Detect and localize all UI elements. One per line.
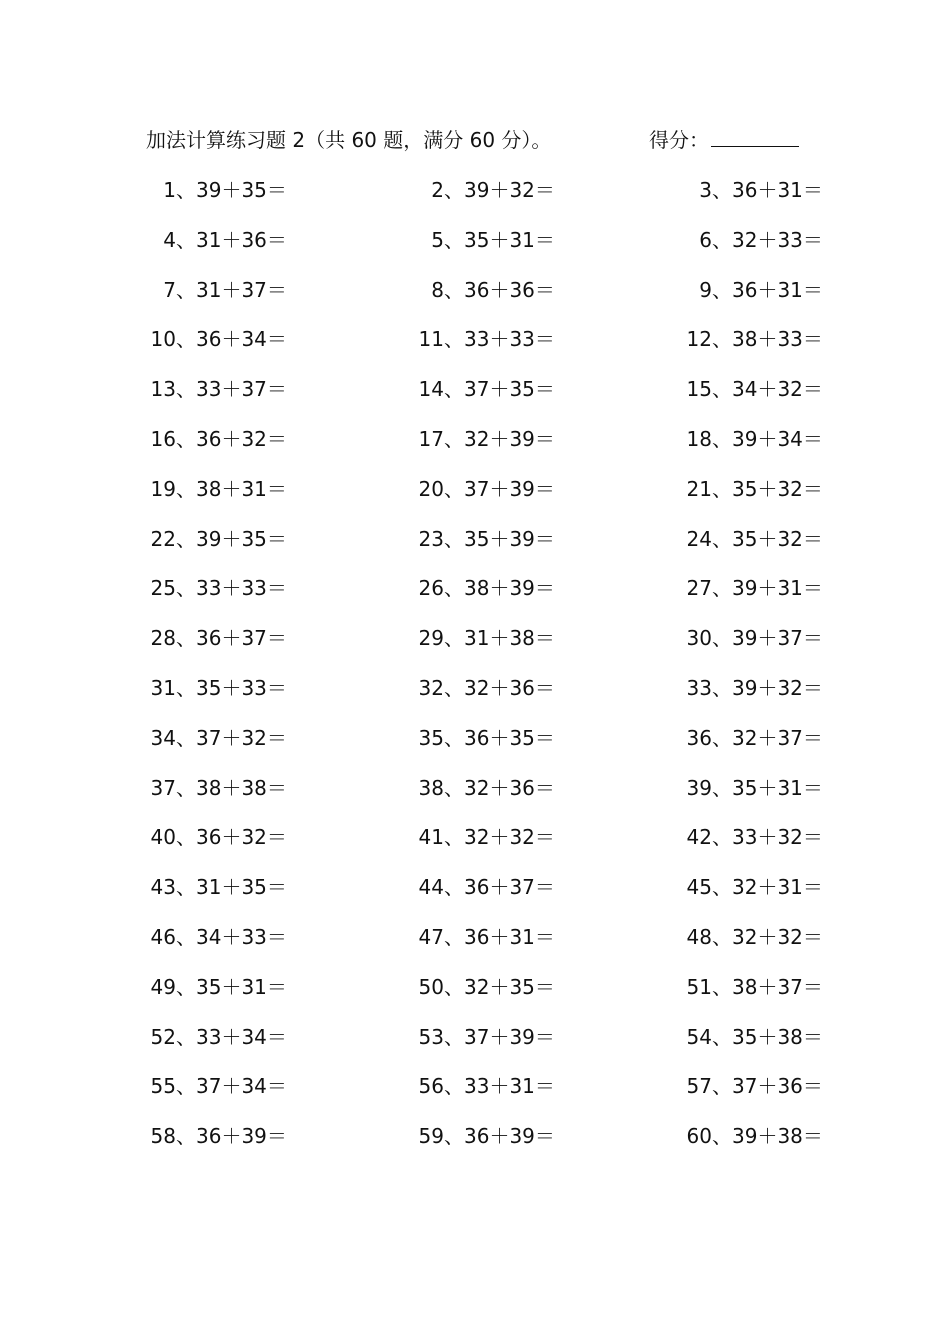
problem-number: 27 [686,576,712,601]
problem-separator: 、 [444,178,464,202]
problem-item [399,772,555,804]
problem-item [667,1021,823,1053]
problem-separator: 、 [176,1074,196,1099]
problem-separator: 、 [176,476,196,501]
problem-number: 11 [418,327,444,352]
problem-item [399,871,555,903]
problem-number: 33 [686,675,712,700]
problem-separator: 、 [176,725,196,750]
problem-separator: 、 [712,476,732,501]
problem-expression[interactable]: 36＋31＝ [732,277,823,302]
problem-separator: 、 [444,576,464,601]
problem-number: 35 [418,725,444,750]
problem-number: 14 [418,377,444,402]
problem-row [0,323,950,373]
problem-item [667,274,823,306]
problem-number: 43 [150,875,176,900]
problem-number: 18 [686,426,712,451]
problem-separator: 、 [176,426,196,451]
problem-row [0,274,950,324]
problem-number: 49 [150,974,176,999]
problem-separator: 、 [176,974,196,999]
problem-number: 17 [418,426,444,451]
problem-expression[interactable]: 35＋38＝ [732,1024,823,1049]
problem-number: 21 [686,476,712,501]
problem-expression[interactable]: 37＋39＝ [464,1024,555,1049]
problem-number: 48 [686,924,712,949]
problem-expression[interactable]: 34＋32＝ [732,377,823,402]
problem-expression[interactable]: 38＋33＝ [732,327,823,352]
problem-item [399,274,555,306]
problem-number: 40 [150,825,176,850]
problem-separator: 、 [176,227,196,252]
problem-expression[interactable]: 31＋38＝ [464,626,555,651]
problem-number: 10 [150,327,176,352]
problem-separator: 、 [176,924,196,949]
problem-number: 60 [686,1124,712,1149]
problem-expression[interactable]: 32＋39＝ [464,426,555,451]
problem-row [0,1070,950,1120]
problem-item [399,722,555,754]
problem-number: 23 [418,526,444,551]
problem-item [667,1120,823,1152]
problem-number: 31 [150,675,176,700]
problem-expression[interactable]: 37＋36＝ [732,1074,823,1099]
problem-item [131,423,287,455]
problem-separator: 、 [176,327,196,352]
problem-separator: 、 [712,426,732,451]
problem-item [667,323,823,355]
problem-item [667,921,823,953]
problem-expression[interactable]: 39＋35＝ [196,178,287,202]
problem-separator: 、 [712,875,732,900]
problem-expression[interactable]: 39＋34＝ [732,426,823,451]
problem-number: 44 [418,875,444,900]
problem-separator: 、 [712,974,732,999]
problem-expression[interactable]: 35＋32＝ [732,526,823,551]
problem-number: 8 [431,277,444,302]
problem-item [399,423,555,455]
problem-number: 26 [418,576,444,601]
problem-item [399,921,555,953]
problem-separator: 、 [712,775,732,800]
problem-item [667,971,823,1003]
problem-expression[interactable]: 32＋36＝ [464,775,555,800]
problem-number: 7 [163,277,176,302]
problem-separator: 、 [444,974,464,999]
problem-number: 58 [150,1124,176,1149]
problem-item [131,1120,287,1152]
problem-expression[interactable]: 39＋38＝ [732,1124,823,1149]
problem-item [667,622,823,654]
score-blank-line[interactable] [711,124,799,147]
problem-item [667,224,823,256]
problem-item [667,473,823,505]
problem-item [131,772,287,804]
problem-separator: 、 [712,178,732,202]
problem-number: 51 [686,974,712,999]
problem-expression[interactable]: 32＋32＝ [464,825,555,850]
problem-number: 37 [150,775,176,800]
score-label: 得分： [649,128,709,152]
problem-expression[interactable]: 38＋39＝ [464,576,555,601]
problem-expression[interactable]: 31＋37＝ [196,277,287,302]
problem-item [131,523,287,555]
problem-row [0,373,950,423]
problem-expression[interactable]: 37＋32＝ [196,725,287,750]
problem-number: 52 [150,1024,176,1049]
problem-item [667,772,823,804]
problem-separator: 、 [712,725,732,750]
problem-item [399,1021,555,1053]
problem-number: 9 [699,277,712,302]
problem-number: 16 [150,426,176,451]
problem-number: 41 [418,825,444,850]
problem-number: 38 [418,775,444,800]
problem-number: 24 [686,526,712,551]
problem-number: 13 [150,377,176,402]
problem-number: 56 [418,1074,444,1099]
problem-number: 42 [686,825,712,850]
problem-row [0,224,950,274]
problem-expression[interactable]: 31＋36＝ [196,227,287,252]
problem-separator: 、 [176,775,196,800]
problem-item [131,1021,287,1053]
problem-expression[interactable]: 39＋37＝ [732,626,823,651]
problem-row [0,821,950,871]
problem-number: 12 [686,327,712,352]
problem-separator: 、 [712,377,732,402]
problem-expression[interactable]: 34＋33＝ [196,924,287,949]
problem-separator: 、 [444,675,464,700]
problem-expression[interactable]: 39＋35＝ [196,526,287,551]
problem-separator: 、 [444,875,464,900]
problem-expression[interactable]: 33＋32＝ [732,825,823,850]
problem-expression[interactable]: 33＋31＝ [464,1074,555,1099]
problem-expression[interactable]: 39＋31＝ [732,576,823,601]
problem-number: 34 [150,725,176,750]
problem-number: 57 [686,1074,712,1099]
problem-number: 22 [150,526,176,551]
problem-number: 6 [699,227,712,252]
problem-number: 32 [418,675,444,700]
problem-expression[interactable]: 37＋39＝ [464,476,555,501]
problem-number: 47 [418,924,444,949]
problem-number: 4 [163,227,176,252]
problem-number: 50 [418,974,444,999]
problem-item [131,174,287,206]
problem-expression[interactable]: 36＋32＝ [196,825,287,850]
problem-number: 1 [163,178,176,202]
problem-separator: 、 [176,675,196,700]
problem-separator: 、 [444,426,464,451]
problem-separator: 、 [712,1024,732,1049]
problem-row [0,921,950,971]
problem-expression[interactable]: 31＋35＝ [196,875,287,900]
problem-separator: 、 [444,775,464,800]
problem-item [131,1070,287,1102]
problem-item [131,323,287,355]
problem-expression[interactable]: 32＋35＝ [464,974,555,999]
problem-separator: 、 [176,626,196,651]
problem-row [0,523,950,573]
problem-separator: 、 [176,178,196,202]
problem-number: 45 [686,875,712,900]
problem-item [399,672,555,704]
score-field [649,124,799,156]
problem-separator: 、 [176,277,196,302]
problem-item [131,672,287,704]
problem-separator: 、 [444,377,464,402]
problem-item [667,722,823,754]
problem-expression[interactable]: 36＋37＝ [196,626,287,651]
problem-row [0,871,950,921]
problem-number: 39 [686,775,712,800]
problem-item [667,871,823,903]
problem-number: 46 [150,924,176,949]
problem-expression[interactable]: 32＋37＝ [732,725,823,750]
problem-item [399,174,555,206]
problem-expression[interactable]: 33＋37＝ [196,377,287,402]
problem-item [667,821,823,853]
problem-expression[interactable]: 37＋34＝ [196,1074,287,1099]
problem-separator: 、 [444,526,464,551]
problem-separator: 、 [712,924,732,949]
problem-item [131,224,287,256]
problem-separator: 、 [712,1124,732,1149]
problem-expression[interactable]: 32＋33＝ [732,227,823,252]
problem-row [0,722,950,772]
problem-number: 5 [431,227,444,252]
problem-expression[interactable]: 35＋31＝ [464,227,555,252]
problem-number: 19 [150,476,176,501]
problem-item [399,971,555,1003]
problem-row [0,622,950,672]
problem-expression[interactable]: 33＋33＝ [196,576,287,601]
problem-item [399,622,555,654]
problem-separator: 、 [176,576,196,601]
problem-item [131,274,287,306]
problem-expression[interactable]: 39＋32＝ [464,178,555,202]
problem-expression[interactable]: 35＋31＝ [196,974,287,999]
problem-expression[interactable]: 33＋33＝ [464,327,555,352]
problem-item [399,373,555,405]
problem-expression[interactable]: 36＋31＝ [464,924,555,949]
problem-item [399,572,555,604]
problem-item [667,672,823,704]
problem-row [0,772,950,822]
problem-separator: 、 [712,277,732,302]
problem-expression[interactable]: 36＋37＝ [464,875,555,900]
problem-separator: 、 [712,1074,732,1099]
problem-expression[interactable]: 35＋31＝ [732,775,823,800]
problem-expression[interactable]: 33＋34＝ [196,1024,287,1049]
problem-separator: 、 [444,476,464,501]
problem-number: 30 [686,626,712,651]
problem-expression[interactable]: 38＋38＝ [196,775,287,800]
problem-number: 36 [686,725,712,750]
problem-item [667,1070,823,1102]
problem-row [0,1021,950,1071]
problem-expression[interactable]: 35＋32＝ [732,476,823,501]
problem-expression[interactable]: 36＋39＝ [196,1124,287,1149]
worksheet-title: 加法计算练习题 2（共 60 题，满分 60 分）。 [146,128,552,152]
problem-row [0,473,950,523]
problem-expression[interactable]: 36＋32＝ [196,426,287,451]
problem-separator: 、 [712,675,732,700]
problem-expression[interactable]: 35＋39＝ [464,526,555,551]
problem-item [399,224,555,256]
problem-item [131,821,287,853]
worksheet-header [146,124,816,156]
problem-expression[interactable]: 39＋32＝ [732,675,823,700]
problem-separator: 、 [444,277,464,302]
problem-row [0,672,950,722]
problem-expression[interactable]: 38＋31＝ [196,476,287,501]
problem-separator: 、 [176,825,196,850]
problem-item [667,523,823,555]
problem-expression[interactable]: 32＋32＝ [732,924,823,949]
problem-separator: 、 [712,526,732,551]
problem-item [667,373,823,405]
problem-separator: 、 [712,626,732,651]
problem-item [667,572,823,604]
problem-expression[interactable]: 36＋31＝ [732,178,823,202]
problem-item [399,523,555,555]
problem-item [399,323,555,355]
problem-item [131,622,287,654]
problem-item [399,1120,555,1152]
problem-number: 55 [150,1074,176,1099]
problem-row [0,423,950,473]
problem-expression[interactable]: 36＋34＝ [196,327,287,352]
problem-item [131,373,287,405]
problem-number: 53 [418,1024,444,1049]
problem-separator: 、 [176,526,196,551]
problem-item [131,473,287,505]
problem-number: 29 [418,626,444,651]
problem-number: 2 [431,178,444,202]
problem-expression[interactable]: 35＋33＝ [196,675,287,700]
problem-item [399,473,555,505]
problem-number: 28 [150,626,176,651]
problem-separator: 、 [712,825,732,850]
problem-row [0,174,950,224]
problem-grid [0,174,950,1170]
problem-separator: 、 [444,1024,464,1049]
problem-separator: 、 [176,875,196,900]
problem-number: 3 [699,178,712,202]
problem-item [131,871,287,903]
problem-separator: 、 [444,1124,464,1149]
problem-separator: 、 [444,825,464,850]
problem-separator: 、 [444,725,464,750]
problem-separator: 、 [444,327,464,352]
problem-number: 54 [686,1024,712,1049]
problem-separator: 、 [176,1024,196,1049]
problem-number: 20 [418,476,444,501]
problem-expression[interactable]: 32＋36＝ [464,675,555,700]
problem-item [131,722,287,754]
problem-expression[interactable]: 37＋35＝ [464,377,555,402]
problem-expression[interactable]: 36＋35＝ [464,725,555,750]
problem-expression[interactable]: 36＋36＝ [464,277,555,302]
problem-separator: 、 [444,227,464,252]
problem-number: 59 [418,1124,444,1149]
problem-item [667,423,823,455]
problem-item [131,971,287,1003]
problem-item [131,921,287,953]
problem-item [667,174,823,206]
problem-separator: 、 [712,576,732,601]
problem-number: 25 [150,576,176,601]
problem-expression[interactable]: 38＋37＝ [732,974,823,999]
problem-expression[interactable]: 32＋31＝ [732,875,823,900]
problem-item [131,572,287,604]
problem-separator: 、 [176,1124,196,1149]
problem-item [399,1070,555,1102]
problem-expression[interactable]: 36＋39＝ [464,1124,555,1149]
problem-item [399,821,555,853]
problem-separator: 、 [712,227,732,252]
problem-separator: 、 [444,626,464,651]
problem-separator: 、 [176,377,196,402]
problem-separator: 、 [444,1074,464,1099]
problem-row [0,572,950,622]
problem-row [0,1120,950,1170]
problem-row [0,971,950,1021]
problem-separator: 、 [444,924,464,949]
problem-separator: 、 [712,327,732,352]
problem-number: 15 [686,377,712,402]
